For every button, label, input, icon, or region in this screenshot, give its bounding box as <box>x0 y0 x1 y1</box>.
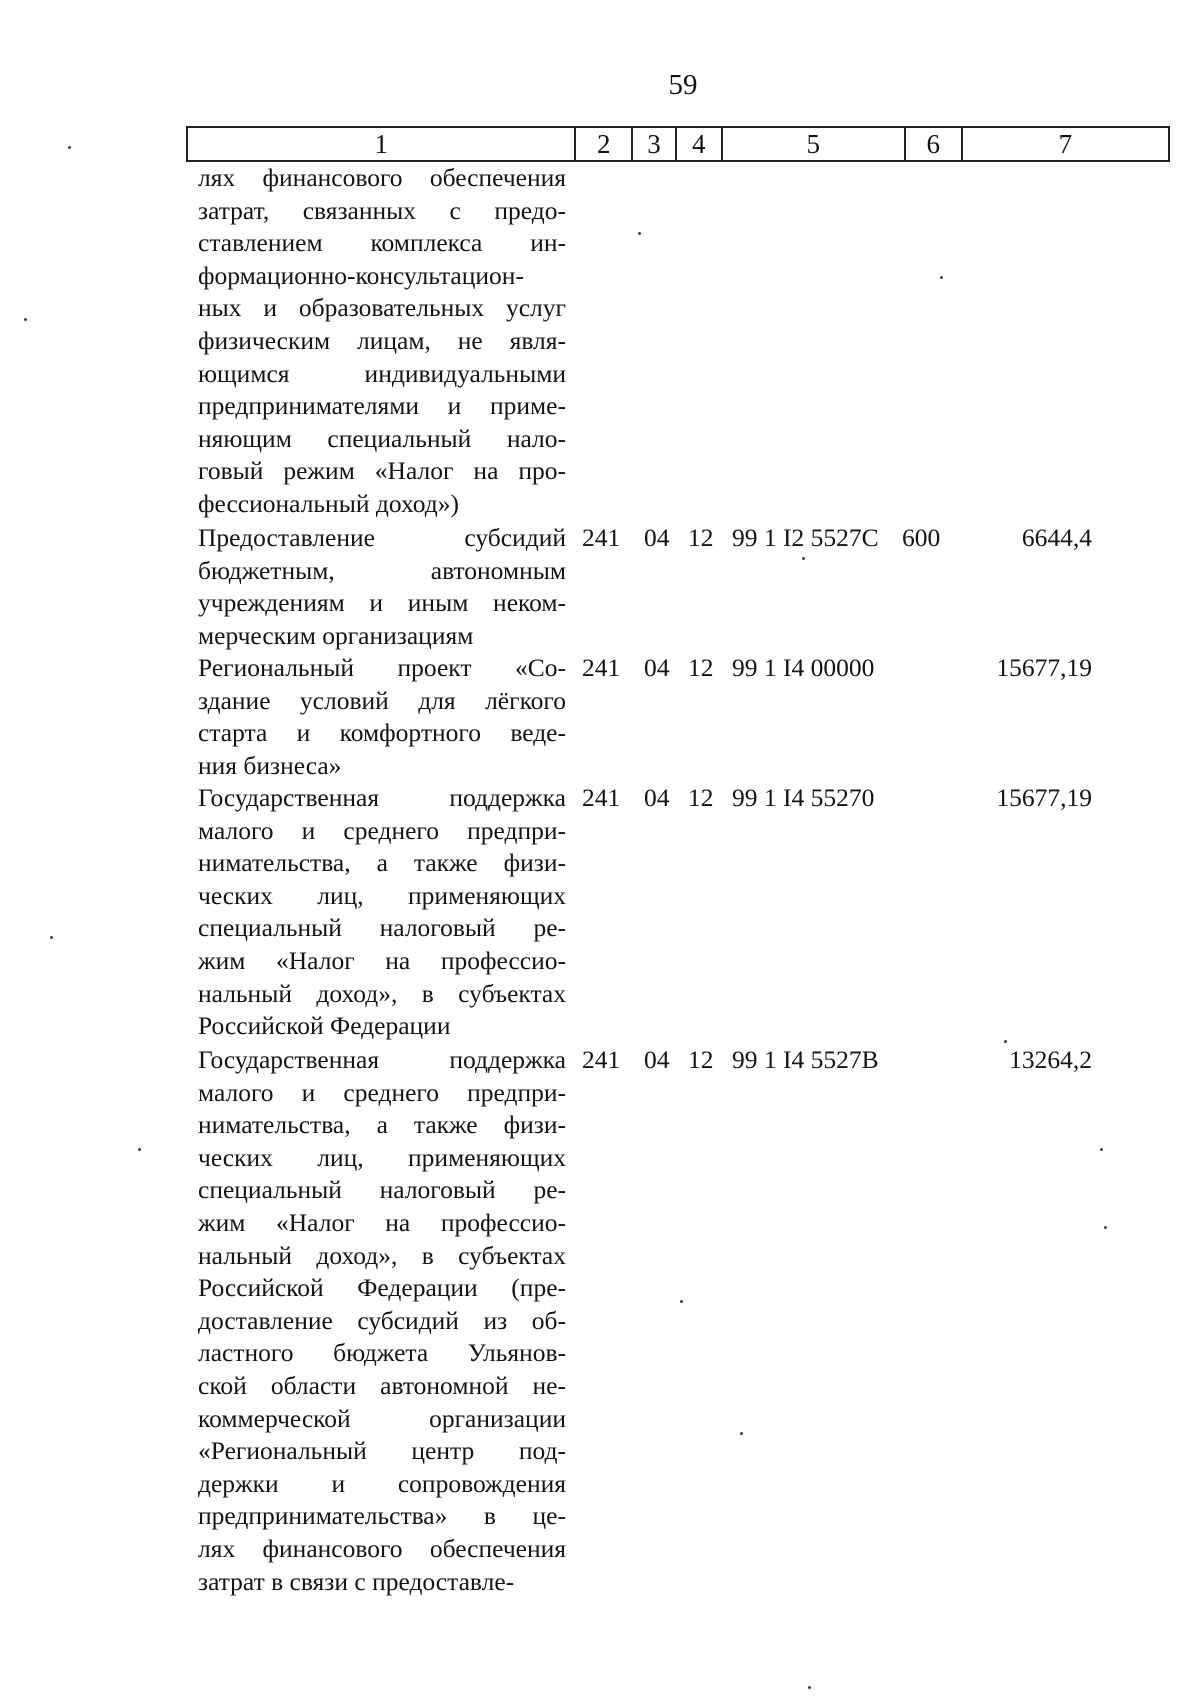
scan-speck <box>802 557 805 560</box>
row-description <box>198 522 566 652</box>
header-col-6: 6 <box>905 127 962 161</box>
description-line: малого и среднего предпри- <box>198 815 566 845</box>
description-line: жим «Налог на профессио- <box>198 945 566 975</box>
cell-col-5: 99 1 I4 00000 <box>732 653 875 682</box>
description-line: ных и образовательных услуг <box>198 293 566 323</box>
description-line: малого и среднего предпри- <box>198 1077 566 1107</box>
cell-col-2: 241 <box>582 1045 621 1074</box>
description-line: няющим специальный нало- <box>198 423 566 453</box>
description-line: ческих лиц, применяющих <box>198 880 566 910</box>
description-line: физическим лицам, не явля- <box>198 325 566 355</box>
scan-speck <box>24 318 27 321</box>
row-description <box>198 782 566 1043</box>
description-line: нальный доход», в субъектах <box>198 1240 566 1270</box>
table-header <box>186 126 1170 162</box>
scan-speck <box>808 1686 811 1689</box>
header-col-3: 3 <box>632 127 676 161</box>
cell-col-3: 04 <box>644 1045 670 1074</box>
description-line: нальный доход», в субъектах <box>198 978 566 1008</box>
description-line: старта и комфортного веде- <box>198 718 566 748</box>
header-col-7: 7 <box>962 127 1169 161</box>
cell-col-4: 12 <box>688 783 714 812</box>
description-line: «Региональный центр под- <box>198 1436 566 1466</box>
scan-speck <box>68 146 71 149</box>
cell-col-7: 6644,4 <box>1021 523 1092 552</box>
header-col-1: 1 <box>187 127 575 161</box>
description-line: затрат в связи с предоставле- <box>198 1566 515 1596</box>
cell-col-5: 99 1 I2 5527C <box>732 523 879 552</box>
cell-col-5: 99 1 I4 5527B <box>732 1045 879 1074</box>
description-line: Государственная поддержка <box>198 1045 566 1074</box>
description-line: здание условий для лёгкого <box>198 685 566 715</box>
description-line: мерческим организациям <box>198 620 474 650</box>
scan-speck <box>50 936 53 939</box>
description-line: ческих лиц, применяющих <box>198 1142 566 1172</box>
description-line: специальный налоговый ре- <box>198 1175 566 1205</box>
cell-col-7: 15677,19 <box>996 653 1092 682</box>
description-line: Государственная поддержка <box>198 783 566 812</box>
scan-speck <box>638 232 641 235</box>
row-description <box>198 162 566 521</box>
description-line: предпринимателями и приме- <box>198 391 566 421</box>
description-line: держки и сопровождения <box>198 1468 566 1498</box>
header-col-2: 2 <box>575 127 632 161</box>
cell-col-3: 04 <box>644 523 670 552</box>
description-line: лях финансового обеспечения <box>198 163 566 192</box>
table-row <box>198 522 1092 652</box>
description-line: лях финансового обеспечения <box>198 1533 566 1563</box>
cell-col-3: 04 <box>644 653 670 682</box>
table-row <box>198 652 1092 782</box>
header-col-5: 5 <box>722 127 905 161</box>
description-line: Региональный проект «Со- <box>198 653 566 682</box>
scan-speck <box>138 1148 141 1151</box>
description-line: ластного бюджета Ульянов- <box>198 1338 566 1368</box>
cell-col-6: 600 <box>902 523 941 552</box>
description-line: Российской Федерации <box>198 1011 451 1041</box>
row-description <box>198 652 566 782</box>
cell-col-4: 12 <box>688 653 714 682</box>
description-line: доставление субсидий из об- <box>198 1305 566 1335</box>
row-description <box>198 1044 566 1598</box>
scan-speck <box>680 1300 683 1303</box>
scan-speck <box>1100 1148 1103 1151</box>
table-row <box>198 162 1092 521</box>
description-line: фессиональный доход») <box>198 488 459 518</box>
description-line: бюджетным, автономным <box>198 555 566 585</box>
description-line: ния бизнеса» <box>198 750 342 780</box>
cell-col-2: 241 <box>582 653 621 682</box>
description-line: говый режим «Налог на про- <box>198 456 566 486</box>
header-col-4: 4 <box>676 127 722 161</box>
scan-speck <box>740 1432 743 1435</box>
description-line: формационно-консультацион- <box>198 260 524 290</box>
description-line: нимательства, а также физи- <box>198 848 566 878</box>
description-line: нимательства, а также физи- <box>198 1110 566 1140</box>
description-line: ставлением комплекса ин- <box>198 228 566 258</box>
cell-col-2: 241 <box>582 523 621 552</box>
description-line: ющимся индивидуальными <box>198 358 566 388</box>
description-line: затрат, связанных с предо- <box>198 195 566 225</box>
cell-col-7: 15677,19 <box>996 783 1092 812</box>
page-number: 59 <box>668 69 698 101</box>
description-line: Российской Федерации (пре- <box>198 1273 566 1303</box>
scan-speck <box>1004 1040 1007 1043</box>
description-line: специальный налоговый ре- <box>198 913 566 943</box>
cell-col-3: 04 <box>644 783 670 812</box>
description-line: предпринимательства» в це- <box>198 1501 566 1531</box>
table-row <box>198 782 1092 1043</box>
cell-col-2: 241 <box>582 783 621 812</box>
cell-col-4: 12 <box>688 1045 714 1074</box>
description-line: жим «Налог на профессио- <box>198 1207 566 1237</box>
description-line: Предоставление субсидий <box>198 523 566 552</box>
description-line: ской области автономной не- <box>198 1370 566 1400</box>
scan-speck <box>940 276 943 279</box>
cell-col-5: 99 1 I4 55270 <box>732 783 875 812</box>
description-line: коммерческой организации <box>198 1403 566 1433</box>
table-row <box>198 1044 1092 1598</box>
description-line: учреждениям и иным неком- <box>198 588 566 618</box>
cell-col-4: 12 <box>688 523 714 552</box>
cell-col-7: 13264,2 <box>1009 1045 1092 1074</box>
scan-speck <box>1104 1226 1107 1229</box>
